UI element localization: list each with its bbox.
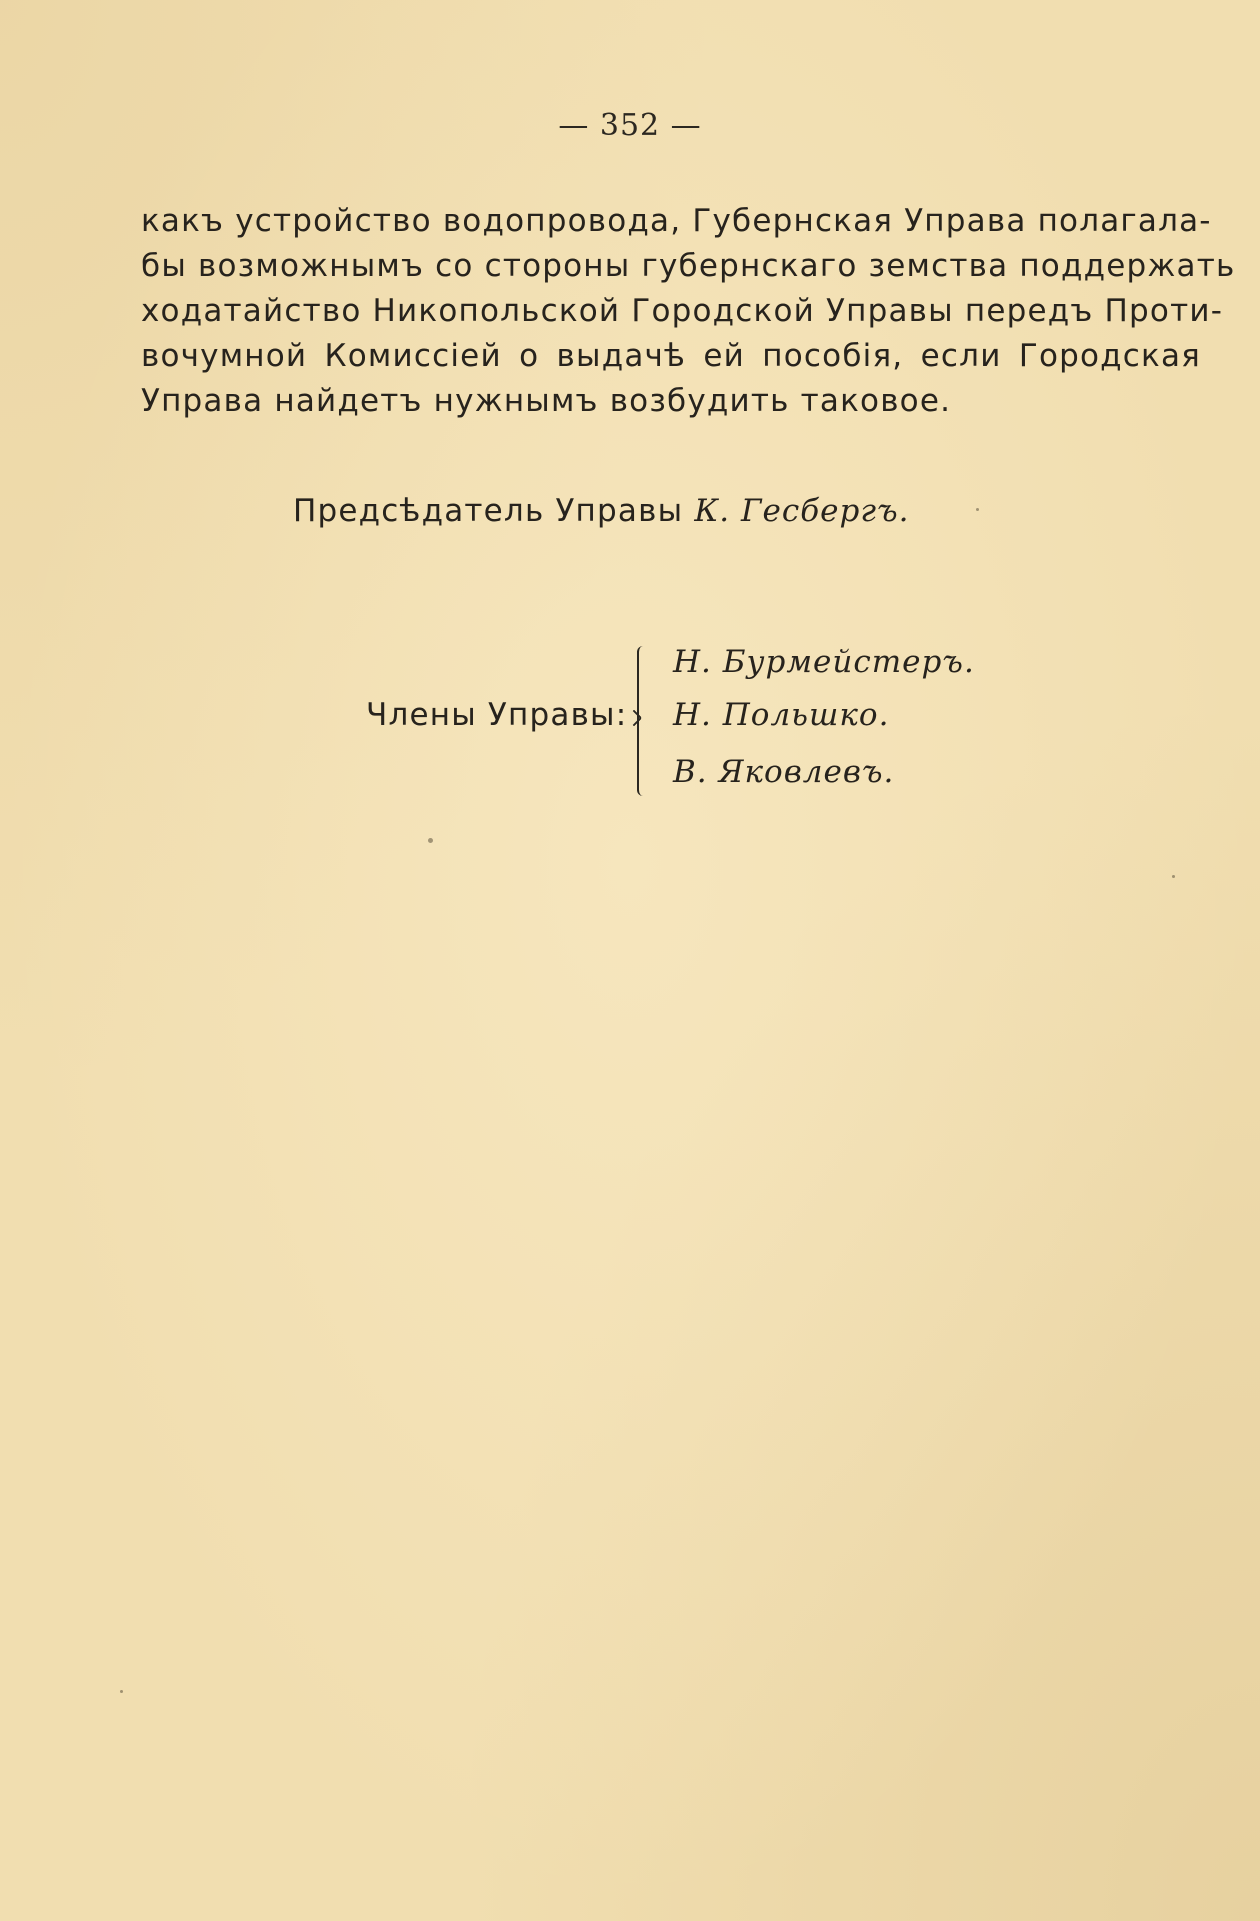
member-signature: Н. Бурмейстеръ. — [673, 644, 975, 680]
page-number: — 352 — — [558, 108, 702, 143]
chairman-signature: К. Гесбергъ. — [694, 493, 910, 529]
paper-speck — [976, 508, 979, 511]
paragraph-line: бы возможнымъ со стороны губернскаго земства поддержать — [141, 248, 1236, 284]
chairman-signature-block — [293, 493, 910, 529]
paragraph-line: Управа найдетъ нужнымъ возбудить таковое. — [141, 383, 952, 419]
member-signature: Н. Польшко. — [673, 697, 890, 733]
chairman-title: Предсѣдатель Управы — [293, 493, 684, 529]
members-label: Члены Управы: — [366, 697, 628, 733]
member-signature: В. Яковлевъ. — [673, 754, 895, 790]
paragraph-line: вочумной Комиссіей о выдачѣ ей пособія, если Городская — [141, 338, 1201, 374]
paragraph-line: ходатайство Никопольской Городской Управы передъ Проти- — [141, 293, 1224, 329]
body-paragraph — [141, 199, 1236, 424]
paper-speck — [120, 1690, 123, 1693]
paper-speck — [428, 838, 433, 843]
paper-speck — [1172, 875, 1175, 878]
paragraph-line: какъ устройство водопровода, Губернская Управа полагала- — [141, 203, 1212, 239]
